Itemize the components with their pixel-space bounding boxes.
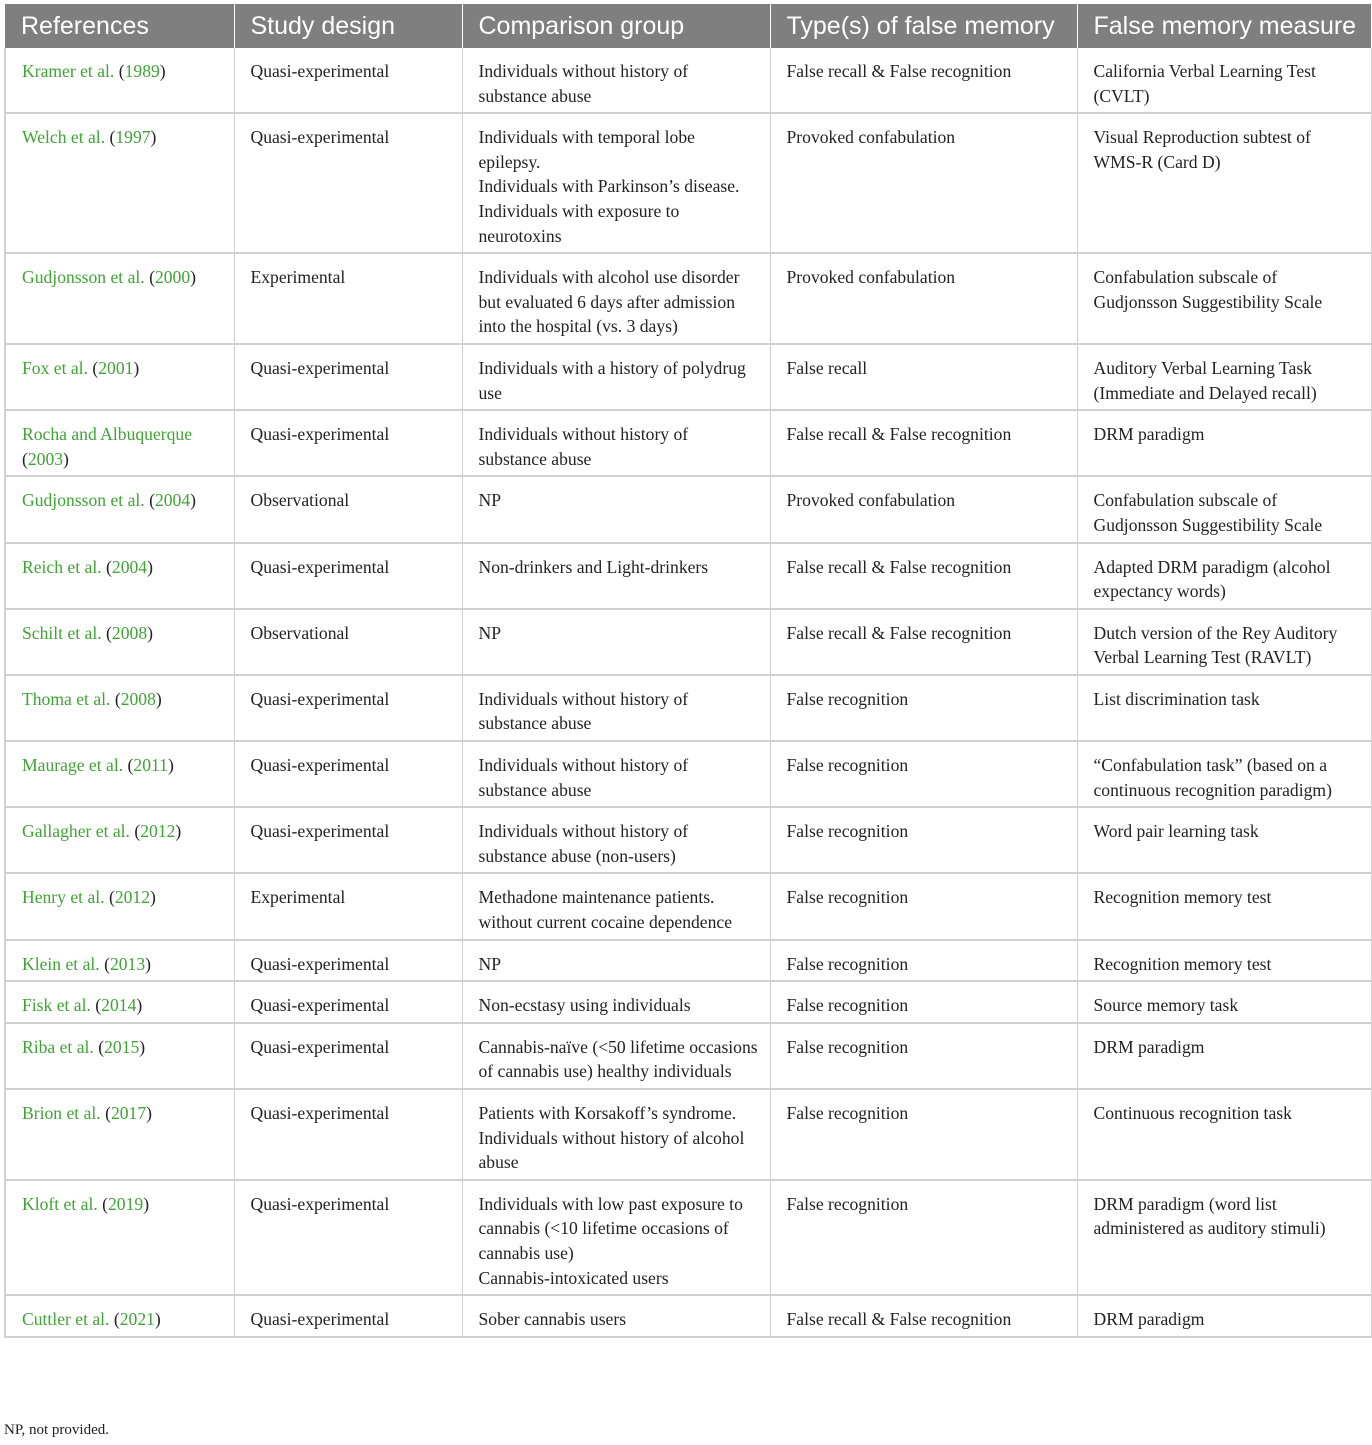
study-design-cell: Quasi-experimental (234, 543, 462, 609)
false-memory-type-cell: False recognition (770, 741, 1077, 807)
comparison-group-line: Individuals without history of substance abuse (478, 688, 689, 734)
study-design-cell: Observational (234, 476, 462, 542)
reference-open-paren: ( (90, 995, 102, 1016)
false-memory-type-cell: False recall & False recognition (770, 1295, 1077, 1337)
reference-cell (5, 741, 234, 807)
comparison-group-line: NP (478, 953, 501, 974)
reference-author-link[interactable]: Fisk et al. (22, 995, 91, 1016)
false-memory-type-cell: False recognition (770, 675, 1077, 741)
header-false-memory-measure: False memory measure (1077, 4, 1371, 48)
header-comparison-group: Comparison group (462, 4, 770, 48)
reference-close-paren: ) (150, 887, 156, 908)
study-design-cell: Quasi-experimental (234, 113, 462, 253)
reference-open-paren: ( (123, 755, 134, 776)
reference-cell (5, 1180, 234, 1295)
reference-open-paren: ( (129, 821, 141, 842)
study-design-cell: Quasi-experimental (234, 1023, 462, 1089)
reference-year-link[interactable]: 2001 (98, 357, 134, 378)
false-memory-measure-cell: Word pair learning task (1077, 807, 1371, 873)
reference-cell (5, 873, 234, 939)
table-row (5, 807, 1371, 873)
reference-cell (5, 807, 234, 873)
reference-open-paren: ( (144, 490, 155, 511)
table-row (5, 873, 1371, 939)
comparison-group-cell (462, 675, 770, 741)
table-row (5, 940, 1371, 982)
false-memory-measure-cell: DRM paradigm (1077, 1023, 1371, 1089)
reference-author-link[interactable]: Kloft et al. (22, 1193, 98, 1214)
comparison-group-cell (462, 1295, 770, 1337)
false-memory-measure-cell: Adapted DRM paradigm (alcohol expectancy words) (1077, 543, 1371, 609)
false-memory-measure-cell: Recognition memory test (1077, 873, 1371, 939)
false-memory-type-cell: False recall & False recognition (770, 609, 1077, 675)
reference-cell (5, 48, 234, 113)
studies-table (4, 4, 1372, 1338)
study-design-cell: Observational (234, 609, 462, 675)
header-row (5, 4, 1371, 48)
false-memory-type-cell: False recognition (770, 807, 1077, 873)
study-design-cell: Quasi-experimental (234, 48, 462, 113)
false-memory-measure-cell: List discrimination task (1077, 675, 1371, 741)
reference-year-link[interactable]: 2011 (133, 755, 168, 776)
comparison-group-cell (462, 476, 770, 542)
table-row (5, 48, 1371, 113)
table-row (5, 741, 1371, 807)
reference-open-paren: ( (109, 1309, 120, 1330)
study-design-cell: Quasi-experimental (234, 675, 462, 741)
comparison-group-cell (462, 253, 770, 344)
reference-year-link[interactable]: 2015 (104, 1036, 140, 1057)
false-memory-type-cell: False recognition (770, 1180, 1077, 1295)
reference-cell (5, 1295, 234, 1337)
reference-open-paren: ( (97, 1193, 108, 1214)
reference-cell (5, 609, 234, 675)
reference-close-paren: ) (147, 622, 153, 643)
false-memory-type-cell: False recognition (770, 981, 1077, 1023)
reference-open-paren: ( (22, 448, 28, 469)
comparison-group-cell (462, 807, 770, 873)
reference-open-paren: ( (87, 357, 99, 378)
reference-author-link[interactable]: Rocha and Albuquerque (22, 424, 193, 445)
reference-close-paren: ) (159, 61, 166, 81)
comparison-group-line: Individuals with low past exposure to cannabis (<10 lifetime occasions of cannabis use) (478, 1193, 743, 1263)
false-memory-measure-cell: “Confabulation task” (based on a continuous recognition paradigm) (1077, 741, 1371, 807)
false-memory-measure-cell: DRM paradigm (1077, 410, 1371, 476)
reference-open-paren: ( (110, 688, 121, 709)
reference-open-paren: ( (114, 61, 125, 81)
reference-close-paren: ) (155, 688, 162, 709)
table-row (5, 113, 1371, 253)
reference-year-link[interactable]: 1997 (115, 127, 151, 148)
reference-author-link[interactable]: Kramer et al. (22, 61, 115, 81)
false-memory-measure-cell: Confabulation subscale of Gudjonsson Suggestibility Scale (1077, 253, 1371, 344)
comparison-group-line: Individuals without history of substance abuse (478, 61, 689, 106)
table-row (5, 981, 1371, 1023)
reference-cell (5, 981, 234, 1023)
false-memory-measure-cell: Source memory task (1077, 981, 1371, 1023)
reference-close-paren: ) (154, 1309, 161, 1330)
reference-author-link[interactable]: Henry et al. (22, 887, 105, 908)
comparison-group-line: Individuals without history of substance abuse (non-users) (478, 821, 689, 866)
header-study-design: Study design (234, 4, 462, 48)
reference-open-paren: ( (105, 127, 116, 148)
comparison-group-cell (462, 609, 770, 675)
comparison-group-line: Non-drinkers and Light-drinkers (478, 556, 709, 577)
false-memory-type-cell: False recognition (770, 940, 1077, 982)
reference-close-paren: ) (150, 127, 157, 148)
study-design-cell: Experimental (234, 873, 462, 939)
reference-year-link[interactable]: 2012 (140, 821, 176, 842)
comparison-group-cell (462, 1089, 770, 1180)
reference-cell (5, 1023, 234, 1089)
false-memory-type-cell: False recall & False recognition (770, 410, 1077, 476)
reference-year-link[interactable]: 2004 (154, 490, 191, 511)
studies-table-container (4, 4, 1370, 1338)
reference-open-paren: ( (93, 1036, 105, 1057)
reference-close-paren: ) (146, 1103, 152, 1123)
reference-cell (5, 113, 234, 253)
reference-author-link[interactable]: Klein et al. (22, 953, 100, 974)
comparison-group-line: Individuals with Parkinson’s disease. (478, 176, 740, 197)
table-row (5, 1089, 1371, 1180)
false-memory-type-cell: Provoked confabulation (770, 113, 1077, 253)
reference-cell (5, 543, 234, 609)
reference-close-paren: ) (147, 556, 153, 577)
reference-year-link[interactable]: 2019 (108, 1193, 144, 1214)
comparison-group-line: Non-ecstasy using individuals (478, 995, 691, 1016)
study-design-cell: Quasi-experimental (234, 981, 462, 1023)
comparison-group-cell (462, 113, 770, 253)
reference-author-link[interactable]: Reich et al. (22, 556, 102, 577)
reference-author-link[interactable]: Cuttler et al. (22, 1309, 110, 1330)
comparison-group-line: Individuals without history of substance abuse (478, 755, 689, 800)
false-memory-type-cell: False recall & False recognition (770, 543, 1077, 609)
reference-close-paren: ) (139, 1036, 146, 1057)
false-memory-type-cell: Provoked confabulation (770, 253, 1077, 344)
false-memory-measure-cell: California Verbal Learning Test (CVLT) (1077, 48, 1371, 113)
table-row (5, 253, 1371, 344)
comparison-group-line: Cannabis-naïve (<50 lifetime occasions of cannabis use) healthy individuals (478, 1036, 758, 1082)
comparison-group-cell (462, 543, 770, 609)
reference-year-link[interactable]: 2008 (120, 688, 156, 709)
reference-author-link[interactable]: Maurage et al. (22, 755, 124, 776)
comparison-group-line: Individuals with a history of polydrug use (478, 357, 746, 403)
reference-year-link[interactable]: 2021 (119, 1309, 155, 1330)
reference-open-paren: ( (144, 267, 155, 288)
comparison-group-line: Individuals with alcohol use disorder but evaluated 6 days after admission into the hospital (vs. 3 days) (478, 267, 740, 337)
table-row (5, 410, 1371, 476)
study-design-cell: Quasi-experimental (234, 1295, 462, 1337)
reference-cell (5, 675, 234, 741)
study-design-cell: Quasi-experimental (234, 1180, 462, 1295)
false-memory-measure-cell: DRM paradigm (1077, 1295, 1371, 1337)
reference-cell (5, 1089, 234, 1180)
reference-year-link[interactable]: 2017 (110, 1103, 147, 1123)
comparison-group-cell (462, 48, 770, 113)
false-memory-type-cell: False recognition (770, 1089, 1077, 1180)
reference-cell (5, 476, 234, 542)
comparison-group-line: Methadone maintenance patients. without current cocaine dependence (478, 887, 733, 933)
reference-year-link[interactable]: 1989 (124, 61, 160, 81)
reference-year-link[interactable]: 2014 (101, 995, 137, 1016)
table-body (5, 48, 1371, 1337)
reference-year-link[interactable]: 2000 (154, 267, 191, 288)
false-memory-type-cell: Provoked confabulation (770, 476, 1077, 542)
reference-cell (5, 344, 234, 410)
study-design-cell: Quasi-experimental (234, 940, 462, 982)
false-memory-type-cell: False recall (770, 344, 1077, 410)
comparison-group-line: Individuals with temporal lobe epilepsy. (478, 127, 695, 172)
table-row (5, 675, 1371, 741)
reference-cell (5, 253, 234, 344)
comparison-group-line: Individuals with exposure to neurotoxins (478, 200, 680, 246)
reference-open-paren: ( (99, 953, 110, 974)
comparison-group-cell (462, 410, 770, 476)
header-references: References (5, 4, 234, 48)
reference-close-paren: ) (63, 448, 69, 469)
table-row (5, 543, 1371, 609)
reference-author-link[interactable]: Brion et al. (22, 1103, 101, 1123)
reference-close-paren: ) (133, 357, 140, 378)
comparison-group-line: NP (478, 490, 501, 511)
reference-close-paren: ) (167, 755, 174, 776)
comparison-group-line: Individuals without history of substance abuse (478, 424, 689, 469)
reference-author-link[interactable]: Thoma et al. (22, 688, 111, 709)
study-design-cell: Quasi-experimental (234, 807, 462, 873)
header-false-memory-type: Type(s) of false memory (770, 4, 1077, 48)
comparison-group-line: Patients with Korsakoff’s syndrome. Individuals without history of alcohol abuse (478, 1103, 745, 1173)
reference-year-link[interactable]: 2004 (111, 556, 148, 577)
study-design-cell: Quasi-experimental (234, 1089, 462, 1180)
reference-year-link[interactable]: 2008 (111, 622, 148, 643)
comparison-group-cell (462, 940, 770, 982)
reference-cell (5, 410, 234, 476)
reference-author-link[interactable]: Schilt et al. (22, 622, 102, 643)
reference-cell (5, 940, 234, 982)
comparison-group-cell (462, 741, 770, 807)
reference-year-link[interactable]: 2003 (27, 448, 64, 469)
false-memory-measure-cell: Recognition memory test (1077, 940, 1371, 982)
comparison-group-line: NP (478, 622, 501, 643)
table-row (5, 1023, 1371, 1089)
table-footnote: NP, not provided. (4, 1422, 109, 1438)
false-memory-measure-cell: Confabulation subscale of Gudjonsson Suggestibility Scale (1077, 476, 1371, 542)
comparison-group-cell (462, 1023, 770, 1089)
comparison-group-cell (462, 873, 770, 939)
study-design-cell: Quasi-experimental (234, 344, 462, 410)
reference-close-paren: ) (190, 267, 196, 288)
reference-year-link[interactable]: 2012 (114, 887, 151, 908)
reference-author-link[interactable]: Riba et al. (22, 1036, 94, 1057)
false-memory-measure-cell: Dutch version of the Rey Auditory Verbal Learning Test (RAVLT) (1077, 609, 1371, 675)
comparison-group-cell (462, 344, 770, 410)
false-memory-type-cell: False recognition (770, 873, 1077, 939)
reference-year-link[interactable]: 2013 (109, 953, 146, 974)
comparison-group-line: Cannabis-intoxicated users (478, 1267, 669, 1288)
reference-author-link[interactable]: Welch et al. (22, 127, 106, 148)
reference-open-paren: ( (100, 1103, 111, 1123)
false-memory-measure-cell: Continuous recognition task (1077, 1089, 1371, 1180)
table-row (5, 1295, 1371, 1337)
reference-close-paren: ) (143, 1193, 150, 1214)
comparison-group-cell (462, 1180, 770, 1295)
reference-close-paren: ) (190, 490, 196, 511)
comparison-group-cell (462, 981, 770, 1023)
reference-author-link[interactable]: Gudjonsson et al. (22, 267, 145, 288)
reference-close-paren: ) (145, 953, 151, 974)
false-memory-type-cell: False recall & False recognition (770, 48, 1077, 113)
table-row (5, 344, 1371, 410)
reference-open-paren: ( (101, 556, 112, 577)
reference-author-link[interactable]: Gallagher et al. (22, 821, 130, 842)
reference-author-link[interactable]: Gudjonsson et al. (22, 490, 145, 511)
study-design-cell: Quasi-experimental (234, 741, 462, 807)
table-row (5, 609, 1371, 675)
false-memory-measure-cell: Auditory Verbal Learning Task (Immediate and Delayed recall) (1077, 344, 1371, 410)
reference-close-paren: ) (136, 995, 143, 1016)
false-memory-measure-cell: DRM paradigm (word list administered as auditory stimuli) (1077, 1180, 1371, 1295)
reference-open-paren: ( (101, 622, 112, 643)
study-design-cell: Experimental (234, 253, 462, 344)
false-memory-measure-cell: Visual Reproduction subtest of WMS-R (Card D) (1077, 113, 1371, 253)
reference-open-paren: ( (104, 887, 115, 908)
reference-close-paren: ) (175, 821, 182, 842)
reference-author-link[interactable]: Fox et al. (22, 357, 88, 378)
study-design-cell: Quasi-experimental (234, 410, 462, 476)
false-memory-type-cell: False recognition (770, 1023, 1077, 1089)
table-row (5, 1180, 1371, 1295)
comparison-group-line: Sober cannabis users (478, 1309, 627, 1330)
table-row (5, 476, 1371, 542)
